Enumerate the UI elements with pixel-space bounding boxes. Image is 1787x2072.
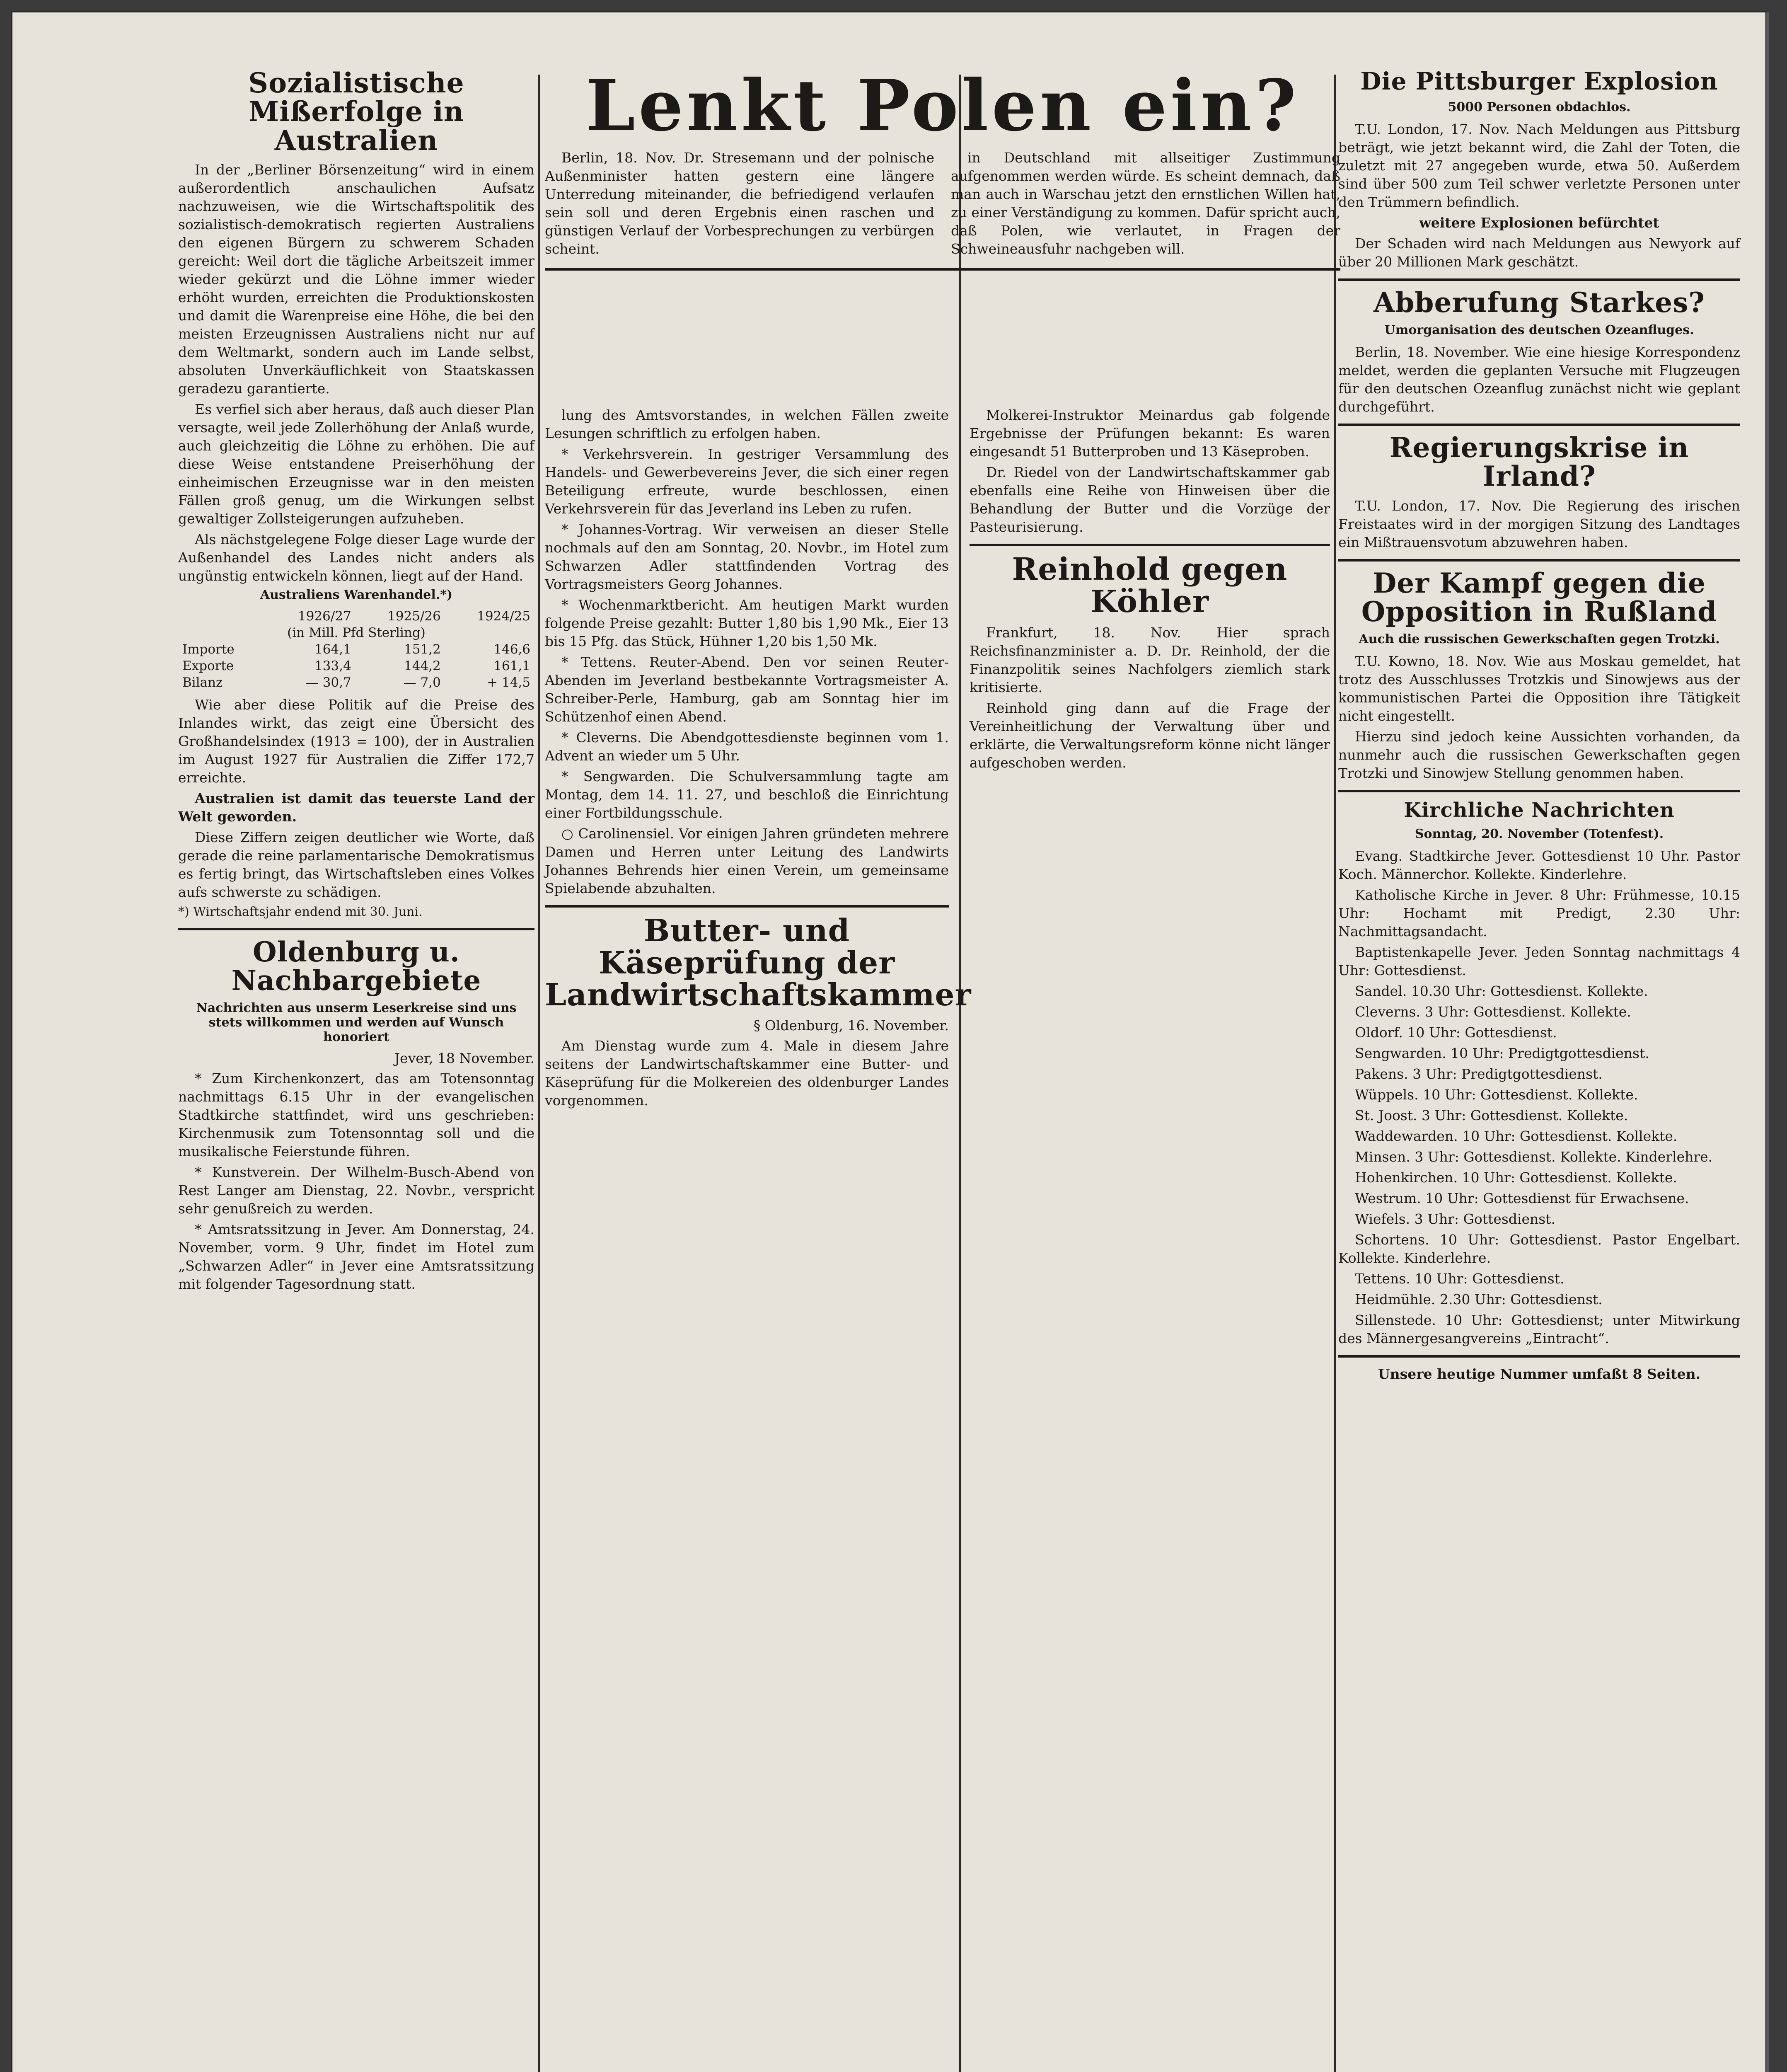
paragraph: Dr. Riedel von der Landwirtschaftskammer gab ebenfalls eine Reihe von Hinweisen über die Behandlung der Butter und die Vorzüge der Pasteurisierung.: [970, 464, 1330, 535]
list-item: Schortens. 10 Uhr: Gottesdienst. Pastor Engelbart. Kollekte. Kinderlehre.: [1338, 1231, 1740, 1266]
paragraph: Hierzu sind jedoch keine Aussichten vorhanden, da nunmehr auch die russischen Gewerkschaften gegen Trotzki und Sinowjew Stellung genommen haben.: [1338, 729, 1740, 782]
list-item: Hohenkirchen. 10 Uhr: Gottesdienst. Kollekte.: [1355, 1169, 1677, 1186]
paragraph: Wie aber diese Politik auf die Preise des Inlandes wirkt, das zeigt eine Übersicht des Großhandelsindex (1913 = 100), der in Australien im August 1927 für Australien die Ziffer 172,7 erreichte.: [178, 696, 534, 786]
column-2: [545, 406, 972, 1112]
headline-sozialistische: Sozialistische Mißerfolge in Australien: [248, 67, 464, 157]
lead-article: [545, 66, 1340, 278]
list-item: Tettens. 10 Uhr: Gottesdienst.: [1355, 1270, 1565, 1287]
paragraph: T.U. London, 17. Nov. Nach Meldungen aus Pittsburg beträgt, wie jetzt bekannt wird, die Zahl der Toten, die zuletzt mit 27 angegeben wurde, etwa 50. Außerdem sind über 500 zum Teil schwer verletzte Personen unter den Trümmern befindlich.: [1338, 121, 1740, 210]
subheadline: Umorganisation des deutschen Ozeanfluges.: [1384, 323, 1694, 338]
divider: [970, 544, 1330, 546]
list-item: Wiefels. 3 Uhr: Gottesdienst.: [1355, 1210, 1555, 1227]
paragraph: * Amtsratssitzung in Jever. Am Donnerstag, 24. November, vorm. 9 Uhr, findet im Hotel zum „Schwarzen Adler“ in Jever eine Amtsratssitzung mit folgender Tagesordnung statt.: [178, 1221, 534, 1293]
divider: [1338, 278, 1740, 281]
divider: [1338, 424, 1740, 426]
lead-body: [545, 149, 1340, 261]
headline-russland: Der Kampf gegen die Opposition in Rußland: [1361, 566, 1717, 628]
list-item: Waddewarden. 10 Uhr: Gottesdienst. Kollekte.: [1355, 1128, 1678, 1144]
paragraph: weitere Explosionen befürchtet: [1419, 214, 1659, 231]
column-1: [178, 66, 534, 1296]
divider: [1338, 1355, 1740, 1358]
paragraph: Berlin, 18. Nov. Dr. Stresemann und der polnische Außenminister hatten gestern eine längere Unterredung miteinander, die befriedigend verlaufen sein soll und deren Ergebnis einen raschen und günstigen Verlauf der Vorbesprechungen zu verbürgen scheint.: [545, 149, 934, 257]
headline-reinhold: Reinhold gegen Köhler: [1012, 552, 1288, 620]
headline-butter: Butter- und Käseprüfung der Landwirtschaftskammer: [545, 913, 972, 1013]
divider: [545, 268, 1340, 271]
church-list: [1338, 847, 1740, 1348]
paragraph: Als nächstgelegene Folge dieser Lage wurde der Außenhandel des Landes nicht anders als ungünstig entwickeln können, liegt auf der Hand.: [178, 531, 534, 584]
headline-polen: Lenkt Polen ein?: [585, 64, 1300, 147]
paragraph: Berlin, 18. November. Wie eine hiesige Korrespondenz meldet, werden die geplanten Versuche mit Flugzeugen für den deutschen Ozeanflug zunächst nicht wie geplant durchgeführt.: [1338, 344, 1740, 415]
list-item: Katholische Kirche in Jever. 8 Uhr: Frühmesse, 10.15 Uhr: Hochamt mit Predigt, 2.30 Uhr: Nachmittagsandacht.: [1338, 886, 1740, 939]
table-row: (in Mill. Pfd Sterling): [287, 625, 426, 640]
column-rule: [538, 75, 540, 2072]
subheadline: Auch die russischen Gewerkschaften gegen Trotzki.: [1359, 632, 1720, 647]
paragraph: * Johannes-Vortrag. Wir verweisen an dieser Stelle nochmals auf den am Sonntag, 20. Novbr., im Hotel zum Schwarzen Adler stattfindenden Vortrag des Vortragsmeisters Georg Johannes.: [545, 521, 949, 592]
column-rule: [959, 75, 961, 2072]
list-item: Sandel. 10.30 Uhr: Gottesdienst. Kollekte.: [1355, 983, 1648, 999]
trade-table-title: Australiens Warenhandel.*): [260, 587, 453, 602]
list-item: Westrum. 10 Uhr: Gottesdienst für Erwachsene.: [1355, 1190, 1689, 1206]
paragraph: T.U. London, 17. Nov. Die Regierung des irischen Freistaates wird in der morgigen Sitzung des Landtages ein Mißtrauensvotum abzuwehren haben.: [1338, 497, 1740, 550]
column-rule: [1334, 75, 1336, 2072]
paragraph: T.U. Kowno, 18. Nov. Wie aus Moskau gemeldet, hat trotz des Ausschlusses Trotzkis und Sinowjews aus der kommunistischen Partei die Opposition ihre Tätigkeit nicht eingestellt.: [1338, 653, 1740, 724]
divider: [1338, 790, 1740, 792]
paragraph: Es verfiel sich aber heraus, daß auch dieser Plan versagte, weil jede Zollerhöhung der Anlaß wurde, auch gleichzeitig die Löhne zu erhöhen. Die auf diese Weise entstandene Preiserhöhung der einheimischen Erzeugnisse war in den meisten Fällen groß genug, um die Wirkungen selbst gewaltiger Zollsteigerungen aufzuheben.: [178, 401, 534, 527]
paragraph: in Deutschland mit allseitiger Zustimmung aufgenommen werden würde. Es scheint demnach, daß man auch in Warschau jetzt den ernstlichen Willen hat, zu einer Verständigung zu kommen. Dafür spricht auch, daß Polen, wie verlautet, in Fragen der Schweineausfuhr nachgeben will.: [951, 149, 1340, 257]
table-row: Exporte 133,4 144,2 161,1: [182, 658, 530, 673]
headline-kirchlich: Kirchliche Nachrichten: [1404, 799, 1675, 822]
paragraph: ○ Carolinensiel. Vor einigen Jahren gründeten mehrere Damen und Herren unter Leitung des Landwirts Johannes Behrends hier einen Verein, um gemeinsame Spielabende abzuhalten.: [545, 825, 949, 896]
trade-table: [178, 608, 534, 691]
subheadline: 5000 Personen obdachlos.: [1448, 99, 1631, 114]
paragraph: Australien ist damit das teuerste Land der Welt geworden.: [178, 790, 534, 825]
column-3: [970, 406, 1330, 775]
list-item: Pakens. 3 Uhr: Predigtgottesdienst.: [1355, 1065, 1603, 1082]
footnote: *) Wirtschaftsjahr endend mit 30. Juni.: [178, 904, 423, 919]
paragraph: Molkerei-Instruktor Meinardus gab folgende Ergebnisse der Prüfungen bekannt: Es waren eingesandt 51 Butterproben und 13 Käseproben.: [970, 407, 1330, 460]
paragraph: Diese Ziffern zeigen deutlicher wie Worte, daß gerade die reine parlamentarische Demokratismus es fertig bringt, das Wirtschaftsleben eines Volkes aufs schwerste zu schädigen.: [178, 829, 534, 900]
list-item: Heidmühle. 2.30 Uhr: Gottesdienst.: [1355, 1291, 1603, 1307]
paragraph: In der „Berliner Börsenzeitung“ wird in einem außerordentlich anschaulichen Aufsatz nachzuweisen, wie die Wirtschaftspolitik des sozialistisch-demokratisch regierten Australiens den eigenen Bürgern zu schwerem Schaden gereicht: Weil dort die tägliche Arbeitszeit immer wieder gekürzt und die Löhne immer wieder erhöht wurden, erreichten die Produktionskosten und damit die Warenpreise eine Höhe, die bei den meisten Erzeugnissen Australiens nicht nur auf dem Weltmarkt, sondern auch im Lande selbst, absoluten Unverkäuflichkeit von Staatskassen geradezu garantierte.: [178, 161, 534, 397]
list-item: Cleverns. 3 Uhr: Gottesdienst. Kollekte.: [1355, 1003, 1631, 1020]
paragraph: lung des Amtsvorstandes, in welchen Fällen zweite Lesungen schriftlich zu erfolgen haben.: [545, 407, 949, 441]
list-item: Wüppels. 10 Uhr: Gottesdienst. Kollekte.: [1355, 1086, 1638, 1103]
headline-oldenburg: Oldenburg u. Nachbargebiete: [231, 935, 481, 997]
list-item: Minsen. 3 Uhr: Gottesdienst. Kollekte. Kinderlehre.: [1355, 1148, 1713, 1165]
list-item: Oldorf. 10 Uhr: Gottesdienst.: [1355, 1024, 1557, 1041]
dateline: § Oldenburg, 16. November.: [753, 1017, 949, 1034]
headline-abberufung: Abberufung Starkes?: [1373, 286, 1705, 319]
table-row: Importe 164,1 151,2 146,6: [182, 641, 530, 657]
page-edge: [1765, 12, 1769, 2072]
list-item: St. Joost. 3 Uhr: Gottesdienst. Kollekte.: [1355, 1107, 1628, 1123]
divider: [1338, 559, 1740, 562]
paragraph: * Wochenmarktbericht. Am heutigen Markt wurden folgende Preise gezahlt: Butter 1,80 bis 1,90 Mk., Eier 13 bis 15 Pfg. das Stück, Hühner 1,20 bis 1,50 Mk.: [545, 597, 949, 649]
paragraph: Frankfurt, 18. Nov. Hier sprach Reichsfinanzminister a. D. Dr. Reinhold, der die Finanzpolitik seines Nachfolgers ziemlich stark kritisierte.: [970, 625, 1330, 696]
table-header: 1926/27 1925/26 1924/25: [298, 608, 530, 624]
list-item: Baptistenkapelle Jever. Jeden Sonntag nachmittags 4 Uhr: Gottesdienst.: [1338, 944, 1740, 978]
headline-irland: Regierungskrise in Irland?: [1389, 431, 1689, 493]
headline-pittsburg: Die Pittsburger Explosion: [1360, 67, 1718, 95]
paragraph: Am Dienstag wurde zum 4. Male in diesem Jahre seitens der Landwirtschaftskammer eine Butter- und Käseprüfung für die Molkereien des oldenburger Landes vorgenommen.: [545, 1038, 949, 1109]
paragraph: * Zum Kirchenkonzert, das am Totensonntag nachmittags 6.15 Uhr in der evangelischen Stadtkirche stattfindet, wird uns geschrieben: Kirchenmusik zum Totensonntag soll und die musikalische Feierstunde führen.: [178, 1070, 534, 1160]
subheadline: Sonntag, 20. November (Totenfest).: [1415, 826, 1664, 841]
paragraph: Reinhold ging dann auf die Frage der Vereinheitlichung der Verwaltung über und erklärte, die Verwaltungsreform könne nicht länger aufgeschoben werden.: [970, 700, 1330, 771]
paragraph: * Kunstverein. Der Wilhelm-Busch-Abend von Rest Langer am Dienstag, 22. Novbr., verspricht sehr genußreich zu werden.: [178, 1164, 534, 1217]
divider: [545, 905, 949, 908]
issue-footer: Unsere heutige Nummer umfaßt 8 Seiten.: [1378, 1365, 1701, 1382]
divider: [178, 928, 534, 930]
subheadline: Nachrichten aus unserm Leserkreise sind uns stets willkommen und werden auf Wunsch honoriert: [196, 1001, 517, 1045]
newspaper-page: [12, 12, 1765, 2072]
table-row: Bilanz — 30,7 — 7,0 + 14,5: [182, 675, 530, 690]
list-item: Sengwarden. 10 Uhr: Predigtgottesdienst.: [1355, 1045, 1649, 1061]
paragraph: * Tettens. Reuter-Abend. Den vor seinen Reuter-Abenden im Jeverland bestbekannte Vortragsmeister A. Schreiber-Perle, Hamburg, gab am Sonntag hier im Schützenhof einen Abend.: [545, 654, 949, 725]
list-item: Evang. Stadtkirche Jever. Gottesdienst 10 Uhr. Pastor Koch. Männerchor. Kollekte. Kinderlehre.: [1338, 847, 1740, 882]
column-4: [1338, 66, 1740, 1386]
paragraph: * Sengwarden. Die Schulversammlung tagte am Montag, dem 14. 11. 27, und beschloß die Einrichtung einer Fortbildungsschule.: [545, 768, 949, 821]
dateline: Jever, 18 November.: [394, 1050, 534, 1067]
paragraph: * Verkehrsverein. In gestriger Versammlung des Handels- und Gewerbevereins Jever, die sich einer regen Beteiligung erfreute, wurde beschlossen, einen Verkehrsverein für das Jeverland ins Leben zu rufen.: [545, 446, 949, 517]
paragraph: * Cleverns. Die Abendgottesdienste beginnen vom 1. Advent an wieder um 5 Uhr.: [545, 729, 949, 764]
paragraph: Der Schaden wird nach Meldungen aus Newyork auf über 20 Millionen Mark geschätzt.: [1338, 235, 1740, 270]
list-item: Sillenstede. 10 Uhr: Gottesdienst; unter Mitwirkung des Männergesangvereins „Eintracht“.: [1338, 1312, 1740, 1346]
